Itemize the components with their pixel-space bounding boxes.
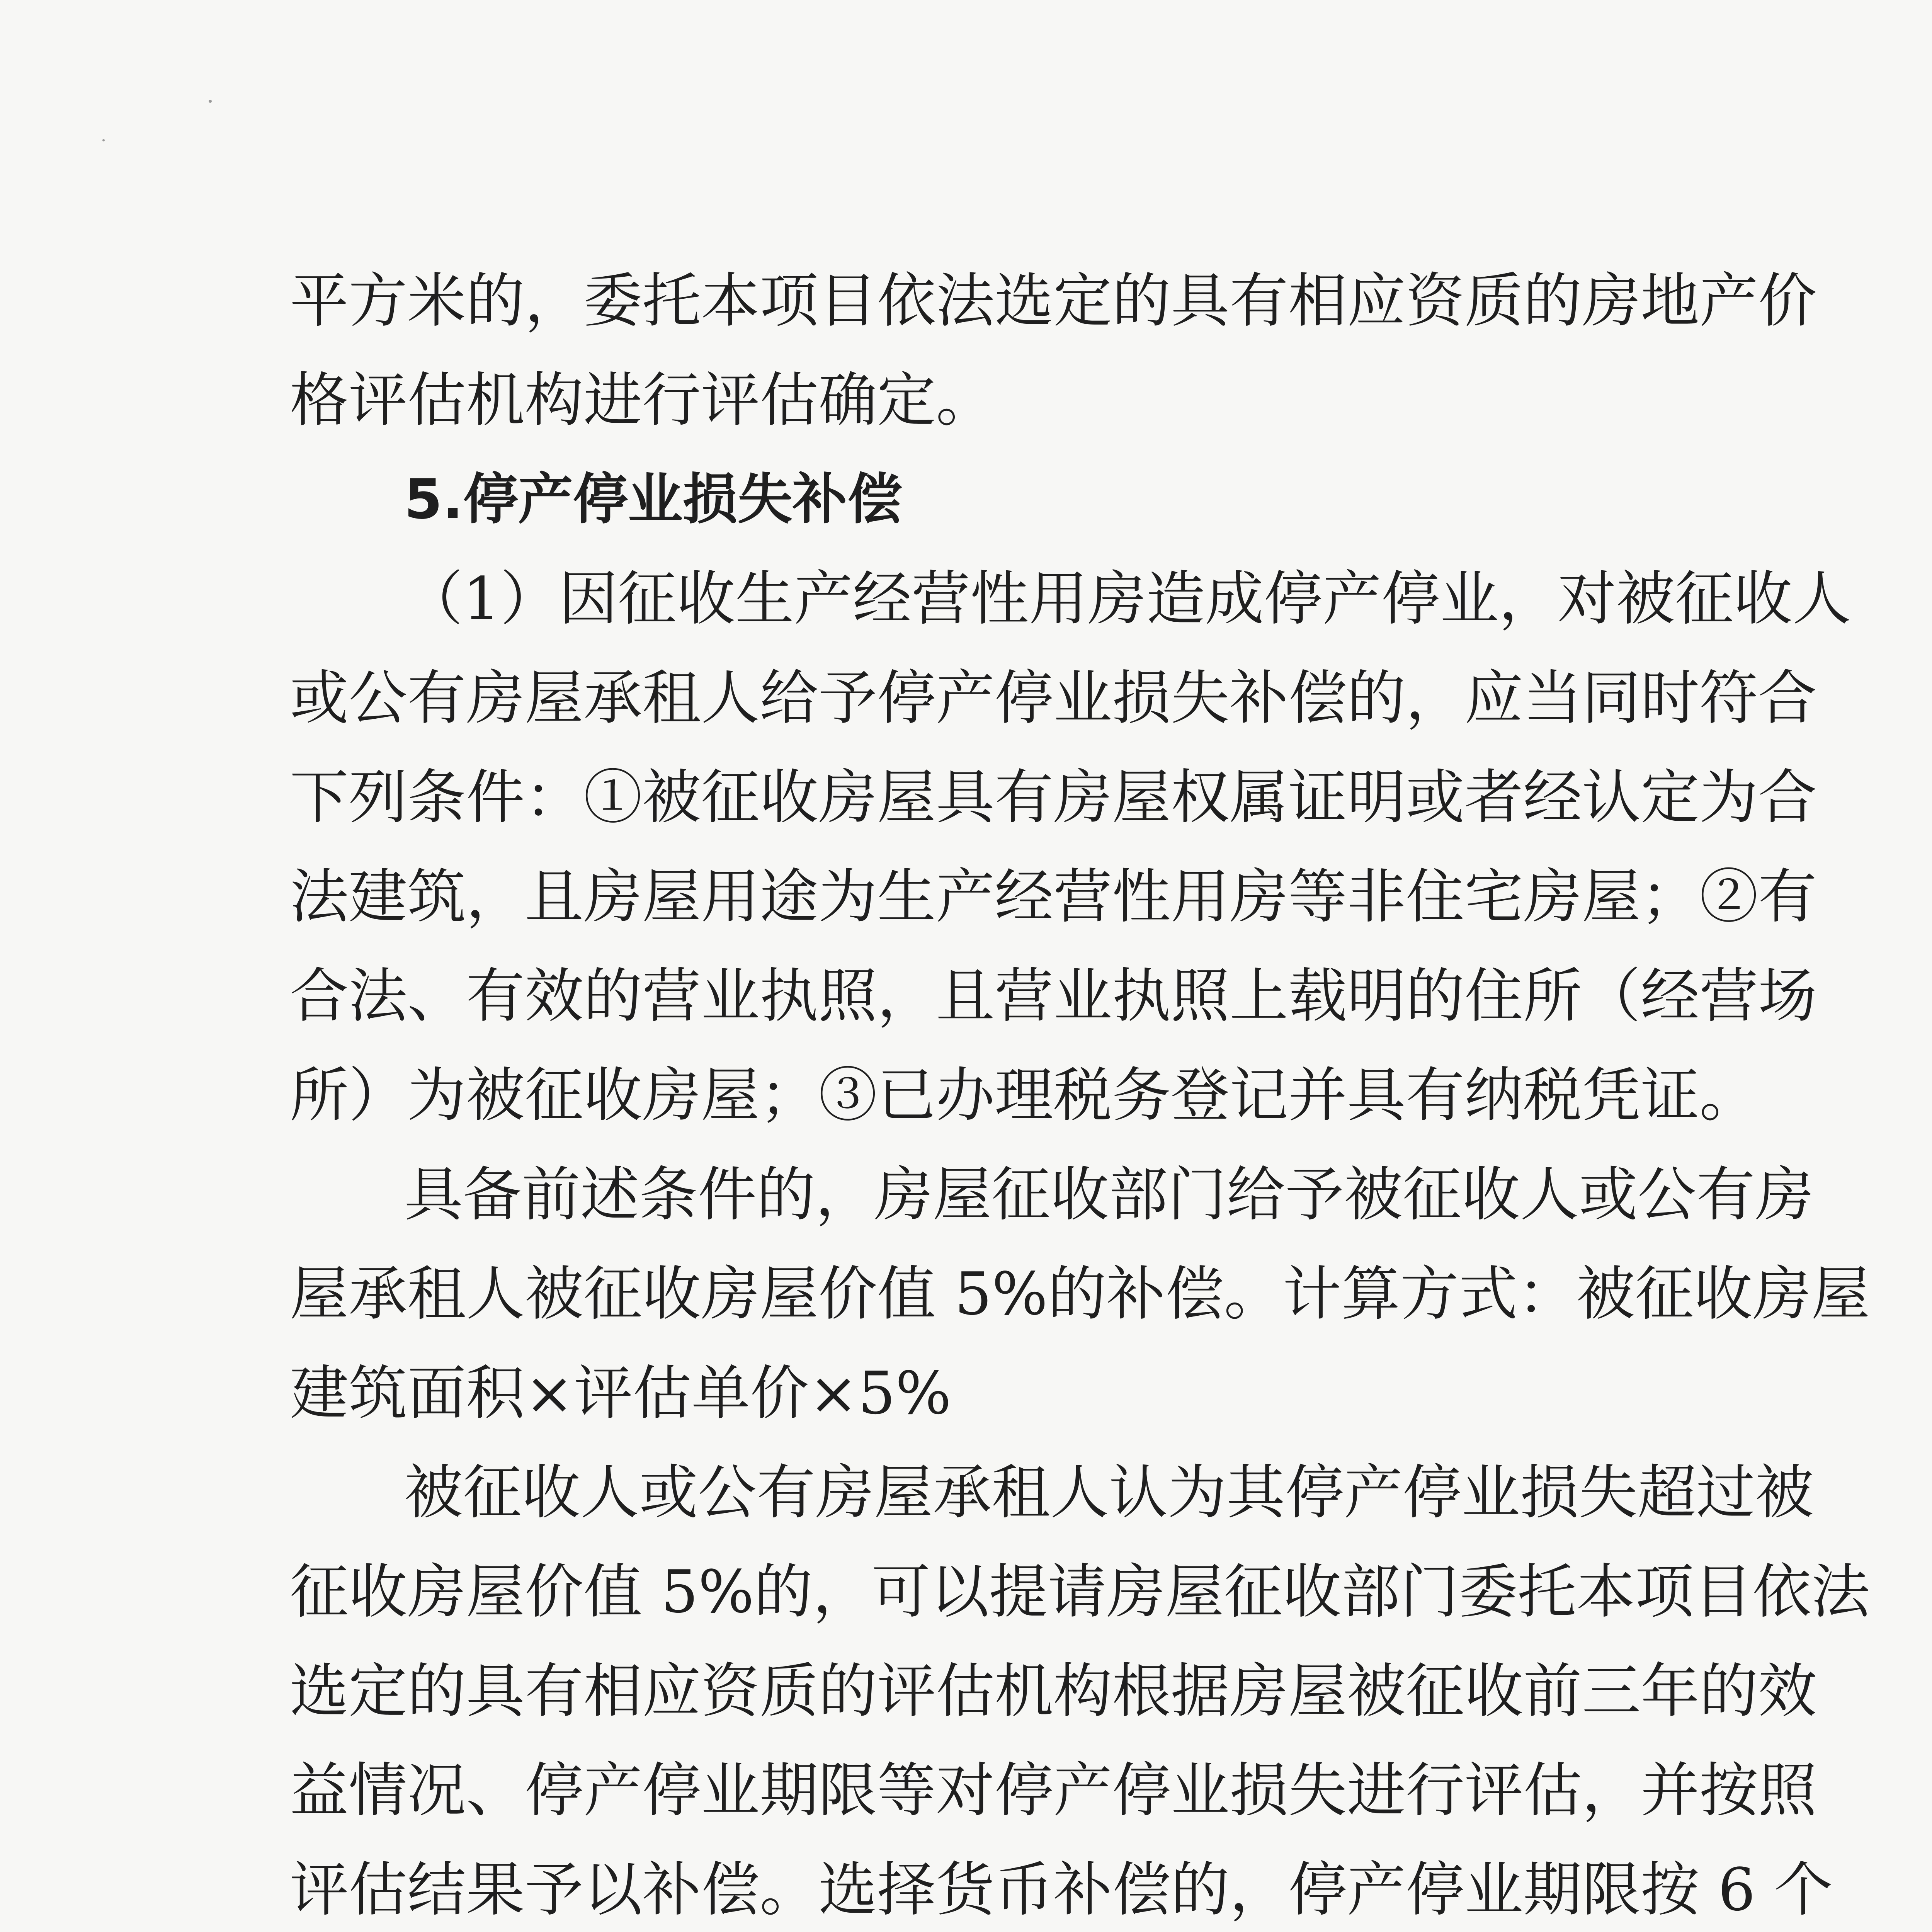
text-line: （1）因征收生产经营性用房造成停产停业，对被征收人: [404, 565, 1851, 633]
text-line: 屋承租人被征收房屋价值 5%的补偿。计算方式：被征收房屋: [290, 1260, 1870, 1328]
text-line: 法建筑，且房屋用途为生产经营性用房等非住宅房屋；②有: [290, 862, 1817, 931]
body-text: [290, 251, 1870, 1932]
text-line: 或公有房屋承租人给予停产停业损失补偿的，应当同时符合: [290, 664, 1817, 732]
text-line: 具备前述条件的，房屋征收部门给予被征收人或公有房: [404, 1160, 1814, 1229]
text-line: 选定的具有相应资质的评估机构根据房屋被征收前三年的效: [290, 1657, 1817, 1725]
text-line: 建筑面积×评估单价×5%: [290, 1359, 951, 1427]
text-line: 益情况、停产停业期限等对停产停业损失进行评估，并按照: [290, 1756, 1817, 1825]
section-heading: 5.停产停业损失补偿: [404, 468, 902, 531]
text-line: 所）为被征收房屋；③已办理税务登记并具有纳税凭证。: [290, 1061, 1758, 1129]
scan-speck: [209, 100, 212, 103]
text-line: 评估结果予以补偿。选择货币补偿的，停产停业期限按 6 个: [290, 1855, 1833, 1924]
text-line: 征收房屋价值 5%的，可以提请房屋征收部门委托本项目依法: [290, 1558, 1870, 1626]
text-line: 格评估机构进行评估确定。: [290, 366, 995, 434]
text-line: 下列条件：①被征收房屋具有房屋权属证明或者经认定为合: [290, 763, 1817, 832]
text-line: 被征收人或公有房屋承租人认为其停产停业损失超过被: [404, 1458, 1814, 1527]
scan-speck: [102, 139, 105, 141]
text-line: 合法、有效的营业执照，且营业执照上载明的住所（经营场: [290, 962, 1817, 1030]
text-line: 平方米的，委托本项目依法选定的具有相应资质的房地产价: [290, 267, 1817, 335]
